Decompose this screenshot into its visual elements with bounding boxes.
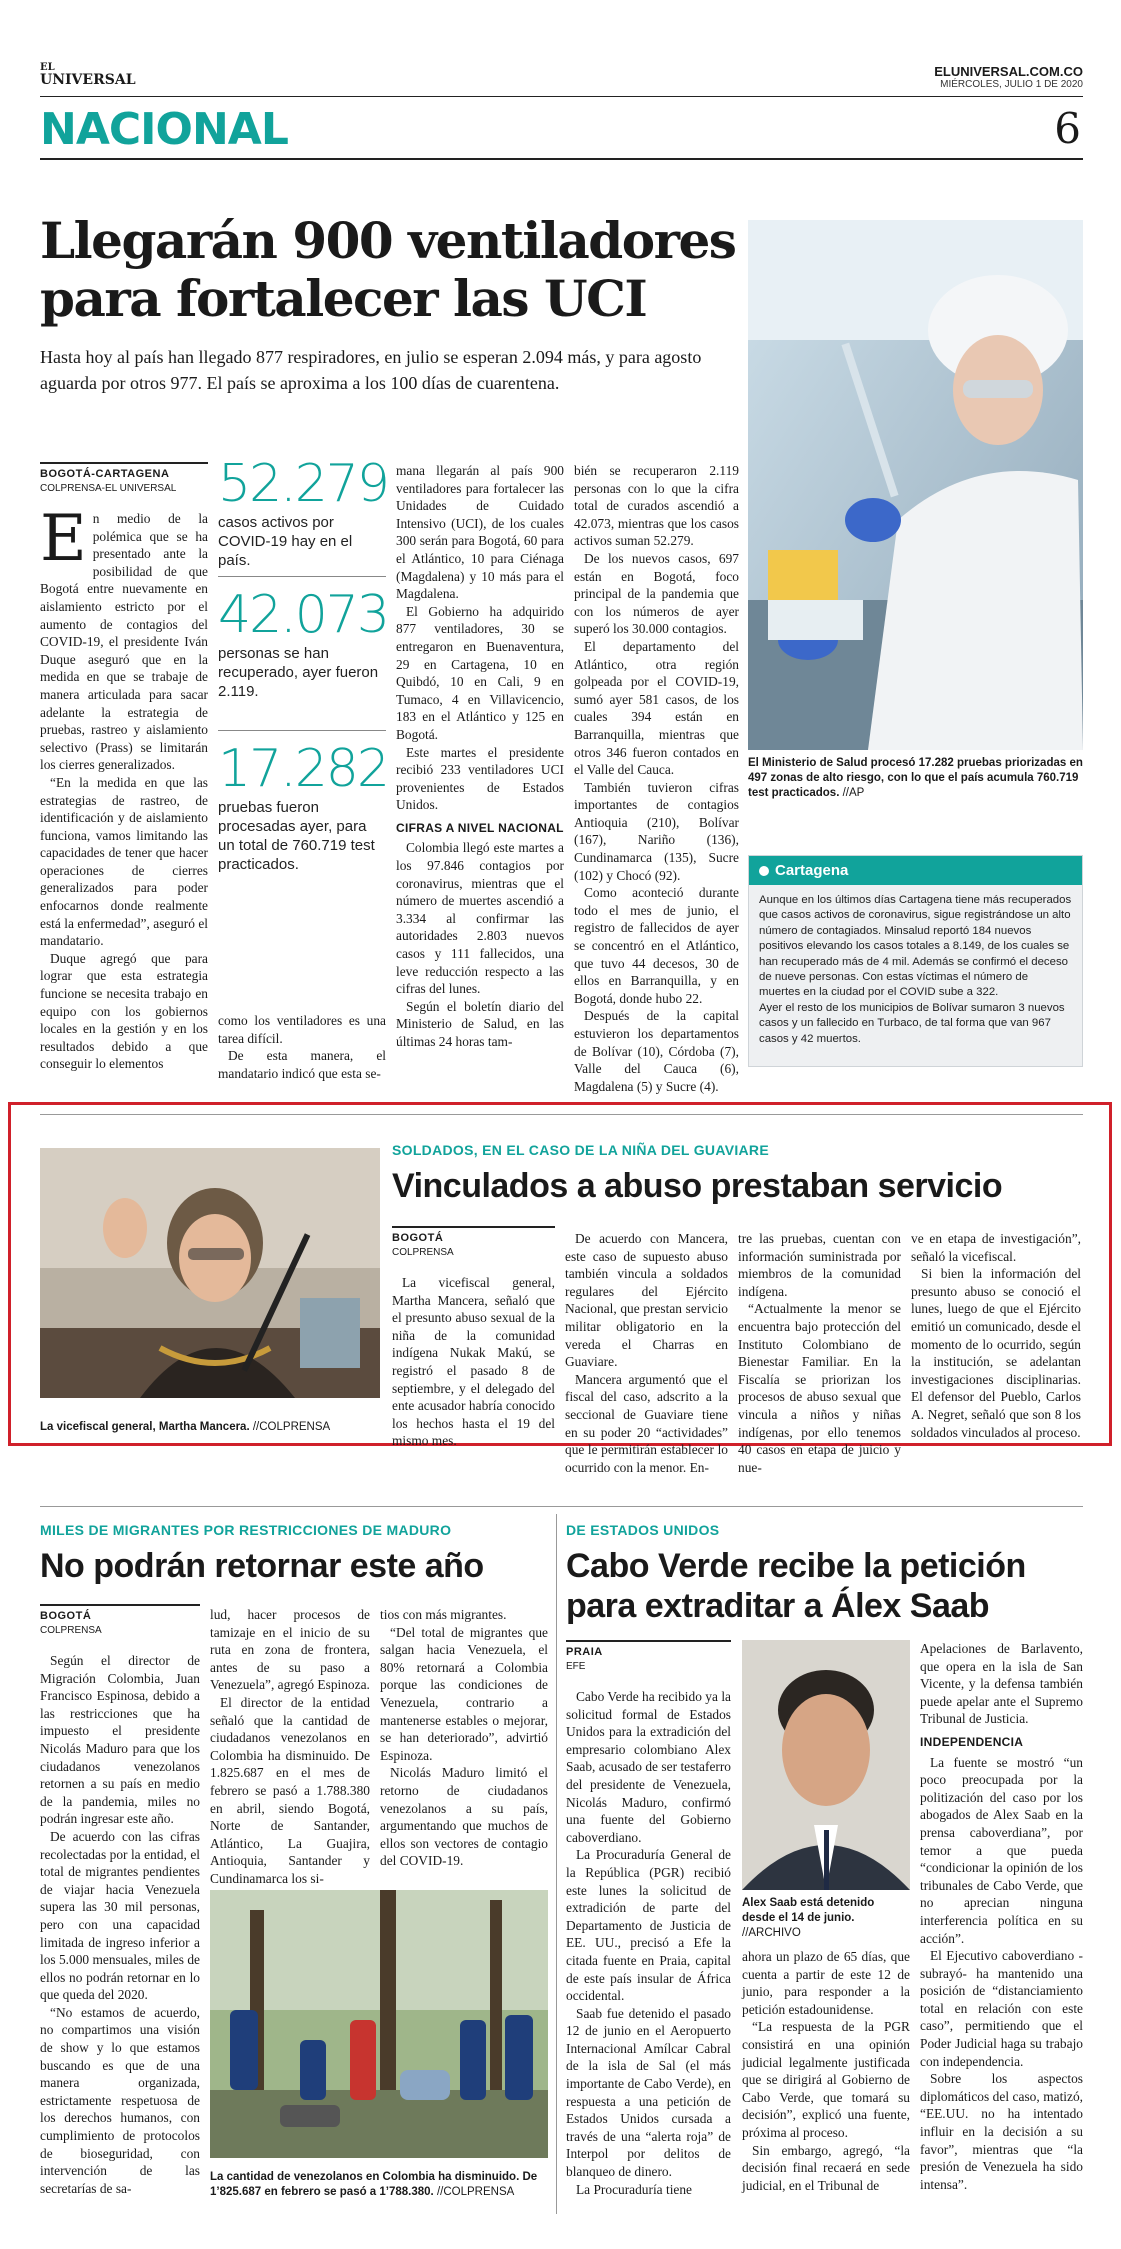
guaviare-column-2 <box>565 1230 728 1476</box>
lead-column-3 <box>396 462 564 1051</box>
stat-block <box>218 455 386 570</box>
migrantes-column-2 <box>210 1606 370 1888</box>
vicefiscal-photo <box>40 1148 380 1398</box>
migrantes-paragraph: tios con más migrantes. <box>380 1607 507 1622</box>
saab-paragraph: El Ejecutivo caboverdiano -subrayó- ha mantenido una posición de “distanciamiento total en relación con este caso”, permitiendo que el Poder Judicial haga su trabajo con independencia. <box>920 1948 1083 2069</box>
saab-paragraph: Saab fue detenido el pasado 12 de junio en el Aeropuerto Internacional Amílcar Cabral de la isla de Sal (el más importante de Cabo Verde), en respuesta a una petición de Estados Unidos cursada a través de una “alerta roja” de Interpol por delitos de blanqueo de dinero. <box>566 2005 731 2180</box>
guaviare-kicker: SOLDADOS, EN EL CASO DE LA NIÑA DEL GUAVIARE <box>392 1142 769 1158</box>
lead-paragraph: bién se recuperaron 2.119 personas con lo que la cifra total de curados ascendió a 42.073, mientras que los casos activos suman 52.279. <box>574 463 739 549</box>
saab-subhead: INDEPENDENCIA <box>920 1734 1024 1749</box>
migrantes-headline: No podrán retornar este año <box>40 1547 484 1585</box>
lead-paragraph: De esta manera, el mandatario indicó que esta se- <box>218 1048 386 1081</box>
stat-number: 17.282 <box>218 739 388 799</box>
migrantes-byline: BOGOTÁ COLPRENSA <box>40 1604 200 1638</box>
lead-paragraph: En medio de la polémica que se ha presentado ante la posibilidad de que Bogotá entre nuevamente en aislamiento estricto por el aumento de contagios del COVID-19, el presidente Iván Duque aseguró que en la medida en que se trabaje de manera articulada para sacar adelante la estrategia de pruebas, rastreo y aislamiento selectivo (Prass) se limitarán los cierres generalizados. <box>40 502 208 773</box>
guaviare-paragraph: La vicefiscal general, Martha Mancera, señaló que el presunto abuso sexual de la niña de la comunidad indígena Nukak Makú, se registró el pasado 8 de septiembre, y el delegado del ente acusador habría conocido los hechos hasta el 19 del mismo mes. <box>392 1275 555 1449</box>
section-rule <box>40 158 1083 160</box>
lead-paragraph: “En la medida en que las estrategias de rastreo, de identificación y de aislamiento funciona, vamos limitando las capacidades de tener que hacer operaciones de cierres generalizados para poder enfocarnos donde realmente está la enfermedad”, aseguró el mandatario. <box>40 774 208 949</box>
saab-paragraph: La Procuraduría tiene <box>576 2181 692 2197</box>
stat-block <box>218 586 386 701</box>
saab-paragraph: Apelaciones de Barlavento, que opera en la isla de San Vicente, y la defensa también puede apelar ante el Supremo Tribunal de Justicia. <box>920 1641 1083 1727</box>
saab-headline: Cabo Verde recibe la petición para extraditar a Álex Saab <box>566 1547 1026 1625</box>
stat-divider <box>218 576 386 577</box>
migrants-photo <box>210 1890 548 2158</box>
saab-paragraph: La fuente se mostró “un poco preocupada por la politización del caso por los abogados de Alex Saab en la prensa caboverdiana”, por temor a que pueda “condicionar la opinión de los tribunales de Cabo Verde, que no aprecian ninguna interferencia política en su acción”. <box>920 1754 1083 1946</box>
lead-paragraph: Después de la capital estuvieron los departamentos de Bolívar (10), Córdoba (7), Valle del Cauca (6), Magdalena (5) y Sucre (4). <box>574 1008 739 1094</box>
guaviare-byline: BOGOTÁ COLPRENSA <box>392 1226 555 1260</box>
cartagena-box-header: Cartagena <box>749 856 1082 885</box>
lead-deck: Hasta hoy al país han llegado 877 respiradores, en julio se esperan 2.094 más, y para agosto aguarda por otros 977. El país se aproxima a los 100 días de cuarentena. <box>40 347 702 393</box>
lead-column-2 <box>218 1012 386 1082</box>
migrantes-paragraph: “No estamos de acuerdo, no compartimos una visión de show y lo que estamos buscando es que de una manera organizada, estrictamente respetuosa de los derechos humanos, con cumplimiento de protocolos de bioseguridad, con intervención de las secretarías de sa- <box>40 2004 200 2196</box>
top-rule <box>40 96 1083 97</box>
guaviare-paragraph: Si bien la información del presunto abuso se conoció el lunes, luego de que el Ejército emitió un comunicado, desde el momento de lo ocurrido, según la institución, se adelantan investigaciones disciplinarias. El defensor del Pueblo, Carlos A. Negret, señaló que son 8 los soldados vinculados al proceso. <box>911 1266 1081 1440</box>
stat-label: casos activos por COVID-19 hay en el país. <box>218 514 353 569</box>
saab-paragraph: La Procuraduría General de la República (PGR) recibió este lunes la solicitud de extradición de parte del Departamento de Justicia de EE. UU., precisó a Efe la citada fuente en Praia, capital de este país insular de África occidental. <box>566 1847 731 2004</box>
photo-credit: //COLPRENSA <box>436 2186 515 2198</box>
vicefiscal-caption: La vicefiscal general, Martha Mancera. //COLPRENSA <box>40 1421 331 1433</box>
guaviare-headline: Vinculados a abuso prestaban servicio <box>392 1167 1003 1205</box>
lead-paragraph: mana llegarán al país 900 ventiladores para fortalecer las Unidades de Cuidado Intensivo (UCI), de los cuales 300 serán para Bogotá, 60 para el Atlántico, 10 para Ciénaga (Magdalena) y 10 más para el Magdalena. <box>396 463 564 602</box>
photo-credit: //COLPRENSA <box>252 1421 331 1433</box>
masthead-logo: EL UNIVERSAL <box>40 62 136 88</box>
migrants-caption: La cantidad de venezolanos en Colombia ha disminuido. De 1’825.687 en febrero se pasó a 1’788.380. //COLPRENSA <box>210 2171 538 2198</box>
saab-column-1 <box>566 1640 731 2198</box>
lead-column-1 <box>40 462 208 1073</box>
saab-paragraph: “La respuesta de la PGR consistirá en una opinión judicial legalmente justificada que se dirigirá al Gobierno de Cabo Verde, que tomará su decisión”, explicó una fuente, próxima al proceso. <box>742 2019 910 2140</box>
story-divider <box>40 1114 1083 1115</box>
photo-credit: //ARCHIVO <box>742 1927 801 1939</box>
guaviare-column-4 <box>911 1230 1081 1441</box>
issue-date: MIÉRCOLES, JULIO 1 DE 2020 <box>940 79 1083 90</box>
saab-paragraph: Sin embargo, agregó, “la decisión final recaerá en sede judicial, en el Tribunal de <box>742 2142 910 2193</box>
lead-column-4 <box>574 462 739 1095</box>
cartagena-box-body: Aunque en los últimos días Cartagena tiene más recuperados que casos activos de coronavirus, sigue registrándose un alto número de contagiados. Minsalud reportó 184 nuevos positivos elevando los casos totales a 8.149, de los cuales se han recuperado más de 4 mil. Además se confirmó el deceso de nueve personas. Con estas víctimas el número de muertes en la ciudad por el COVID sube a 322. Ayer el resto de los municipios de Bolívar sumaron 3 nuevos casos y un fallecido en Turbaco, de tal forma que van 967 casos y 42 muertos. <box>759 894 1072 1045</box>
lead-headline: Llegarán 900 ventiladores para fortalecer las UCI <box>40 211 736 328</box>
migrantes-paragraph: “Del total de migrantes que salgan hacia Venezuela, el 80% retornará a Colombia porque las condiciones de Venezuela, contrario a mantenerse estables o mejorar, se han deteriorado”, advirtió Espinoza. <box>380 1624 548 1763</box>
saab-column-3 <box>920 1640 1083 2193</box>
stat-block <box>218 740 386 874</box>
guaviare-column-1 <box>392 1226 555 1450</box>
guaviare-column-3 <box>738 1230 901 1476</box>
lead-paragraph: Colombia llegó este martes a los 97.846 contagios por coronavirus, mientras que el número de muertes ascendió a 3.334 al confirmar las autoridades 2.803 nuevos casos y 111 fallecidos, una leve reducción respecto a las cifras del lunes. <box>396 840 564 997</box>
saab-paragraph: Cabo Verde ha recibido ya la solicitud formal de Estados Unidos para la extradición del empresario colombiano Alex Saab, acusado de ser testaferro del presidente de Venezuela, Nicolás Maduro, confirmó una fuente del Gobierno caboverdiano. <box>566 1689 731 1845</box>
guaviare-paragraph: tre las pruebas, cuentan con información suministrada por miembros de la comunidad indígena. <box>738 1231 901 1299</box>
lead-paragraph: De los nuevos casos, 697 están en Bogotá, foco principal de la pandemia que con los números de ayer superó los 30.000 contagios. <box>574 550 739 637</box>
saab-caption: Alex Saab está detenido desde el 14 de junio. //ARCHIVO <box>742 1897 875 1939</box>
lead-paragraph: Como aconteció durante todo el mes de junio, el registro de fallecidos de ayer se concentró en el Atlántico, que tuvo 44 decesos, 30 de ellos en Barranquilla, y en Bogotá, donde hubo 22. <box>574 885 739 1006</box>
site-url[interactable]: ELUNIVERSAL.COM.CO <box>934 64 1083 79</box>
lead-byline: BOGOTÁ-CARTAGENA COLPRENSA-EL UNIVERSAL <box>40 462 208 496</box>
migrantes-column-1 <box>40 1604 200 2197</box>
lab-photo-caption: El Ministerio de Salud procesó 17.282 pruebas priorizadas en 497 zonas de alto riesgo, con lo que el país acumula 760.719 test practicados. //AP <box>748 757 1083 799</box>
migrantes-paragraph: El director de la entidad señaló que la cantidad de ciudadanos venezolanos en Colombia ha disminuido. De 1.825.687 en el mes de febrero se pasó a 1.788.380 en abril, siendo Bogotá, Norte de Santander, Atlántico, La Guajira, Antioquia, Santander y Cundinamarca los si- <box>210 1694 370 1886</box>
page-number: 6 <box>1054 104 1081 153</box>
saab-column-2 <box>742 1948 910 2194</box>
stat-number: 52.279 <box>218 454 388 514</box>
photo-credit: //AP <box>842 787 865 799</box>
stat-label: personas se han recuperado, ayer fueron 2.119. <box>218 645 379 700</box>
lead-paragraph: El Gobierno ha adquirido 877 ventiladores, 30 se entregaron en Buenaventura, 29 en Cartagena, 10 en Quibdó, 10 en Cali, 9 en Tumaco, 4 en Villavicencio, 183 en el Atlántico y 125 en Bogotá. <box>396 603 564 742</box>
saab-byline: PRAIA EFE <box>566 1640 731 1674</box>
lead-paragraph: También tuvieron cifras importantes de contagios Antioquia (210), Bolívar (167), Nariño (136), Cundinamarca (135), Sucre (102) y Chocó (92). <box>574 779 739 883</box>
lead-paragraph: El departamento del Atlántico, otra región golpeada por el COVID-19, sumó ayer 581 casos, de los cuales 394 están en Barranquilla, mientras que otros 346 fueron contados en el Valle del Cauca. <box>574 638 739 778</box>
migrantes-column-3 <box>380 1606 548 1870</box>
lead-paragraph: Este martes el presidente recibió 233 ventiladores UCI provenientes de Estados Unidos. <box>396 744 564 813</box>
saab-paragraph: Sobre los aspectos diplomáticos del caso, matizó, “EE.UU. no ha intentado influir en la decisión a su favor”, mientras que “la presión de Venezuela ha sido intensa”. <box>920 2071 1083 2192</box>
drop-cap: E <box>40 502 87 576</box>
cartagena-box <box>748 855 1083 1067</box>
migrantes-paragraph: lud, hacer procesos de tamizaje en el inicio de su ruta en zona de frontera, antes de su paso a Venezuela”, agregó Espinoza. <box>210 1607 370 1693</box>
lead-paragraph: Duque agregó que para lograr que esta estrategia funcione se necesita trabajo en equipo con los gobiernos locales en la gestión y en los resultados debido a que conseguir lo elementos <box>40 950 208 1072</box>
lead-paragraph: Según el boletín diario del Ministerio de Salud, en las últimas 24 horas tam- <box>396 998 564 1049</box>
stat-divider <box>218 730 386 731</box>
guaviare-paragraph: De acuerdo con Mancera, este caso de supuesto abuso también vincula a soldados regulares del Ejército Nacional, que prestan servicio militar obligatorio en la vereda el Charras en Guaviare. <box>565 1231 728 1370</box>
section-title: NACIONAL <box>40 104 288 155</box>
lab-photo <box>748 220 1083 750</box>
guaviare-paragraph: “Actualmente la menor se encuentra bajo protección del Instituto Colombiano de Bienestar Familiar. En la Fiscalía se priorizan los procesos de abuso sexual que vincula a niños y niñas indígenas, por ello tenemos 40 casos en etapa de juicio y nue- <box>738 1301 901 1475</box>
site-info <box>934 64 1083 90</box>
lead-paragraph: como los ventiladores es una tarea difícil. <box>218 1013 386 1046</box>
stat-number: 42.073 <box>218 585 388 645</box>
saab-photo <box>742 1640 910 1890</box>
saab-paragraph: ahora un plazo de 65 días, que cuenta a partir de este 12 de junio, para responder a la petición estadounidense. <box>742 1949 910 2017</box>
bullet-icon <box>759 866 769 876</box>
migrantes-kicker: MILES DE MIGRANTES POR RESTRICCIONES DE MADURO <box>40 1522 452 1538</box>
saab-kicker: DE ESTADOS UNIDOS <box>566 1522 720 1538</box>
guaviare-paragraph: Mancera argumentó que el fiscal del caso, adscrito a la seccional de Guaviare tiene en su poder 20 “actividades” que le permitirán establecer lo ocurrido con la menor. En- <box>565 1371 728 1475</box>
migrantes-paragraph: Nicolás Maduro limitó el retorno de ciudadanos venezolanos a su país, argumentando que muchos de ellos son vectores de contagio del COVID-19. <box>380 1765 548 1869</box>
column-divider <box>556 1514 557 2214</box>
story-divider <box>40 1506 1083 1507</box>
migrantes-paragraph: Según el director de Migración Colombia, Juan Francisco Espinosa, debido a las restricciones que ha impuesto el presidente Nicolás Maduro para que los ciudadanos venezolanos retornen a su país en medio de la pandemia, miles no podrán ingresar este año. <box>40 1653 200 1827</box>
lead-subhead: CIFRAS A NIVEL NACIONAL <box>396 820 564 835</box>
guaviare-paragraph: ve en etapa de investigación”, señaló la vicefiscal. <box>911 1231 1081 1264</box>
stat-label: pruebas fueron procesadas ayer, para un total de 760.719 test practicados. <box>218 799 375 873</box>
migrantes-paragraph: De acuerdo con las cifras recolectadas por la entidad, el total de migrantes pendientes de viajar hacia Venezuela supera las 30 mil personas, pero con una capacidad limitada de ingreso inferior a los 5.000 mensuales, miles de ellos no podrán retornar en lo que queda del 2020. <box>40 1828 200 2003</box>
